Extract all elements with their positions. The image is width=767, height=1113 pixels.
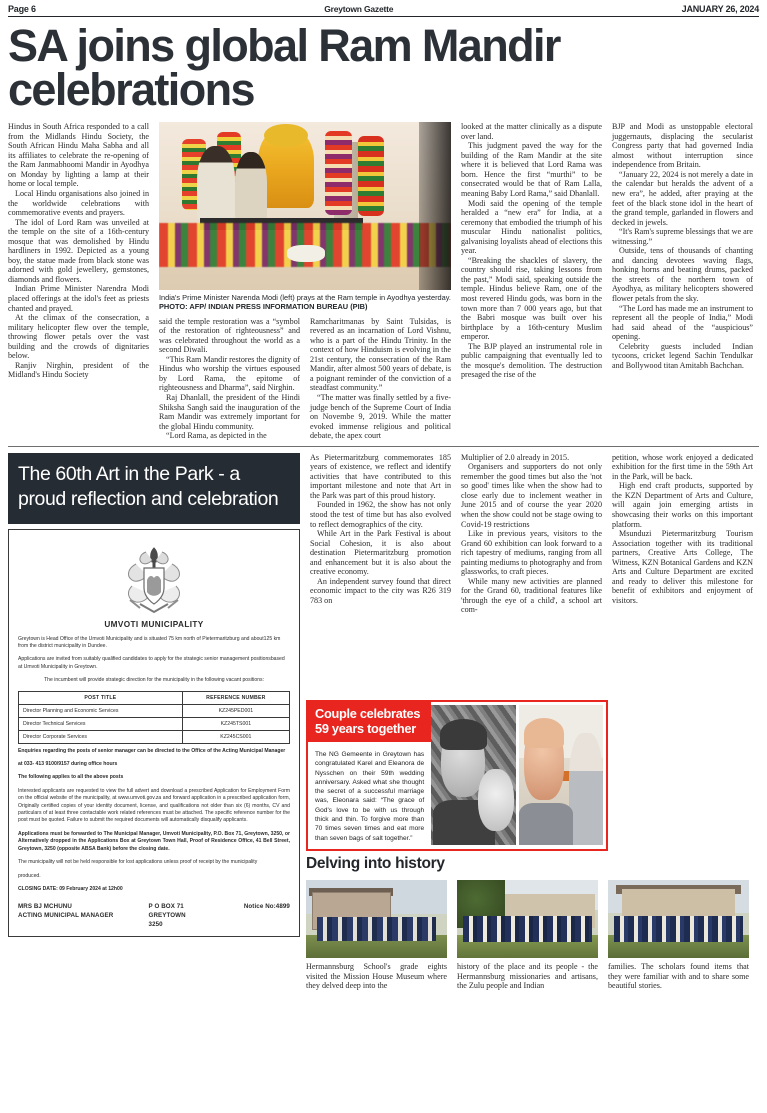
- couple-body-text: The NG Gemeente in Greytown has congratulated Karel and Eleanora de Nysschen on their 59th wedding anniversary. Asked what she thought the secret of a successful marriage was, Eleonara said: “The grace of God's love to be with us through thick and thin. To forgive more than 70 times seven times and eat more than seven bags of salt together.”: [315, 751, 425, 842]
- couple-kicker-headline: Couple celebrates 59 years together: [308, 702, 431, 742]
- signatory-name: MRS BJ MCHUNU: [18, 903, 72, 911]
- advert-invite: Applications are invited from suitably qualified candidates to apply for the strategic senior management positionsbased at Umvoti Municipality in Greytown.: [18, 656, 285, 670]
- couple-text-column: [308, 702, 431, 849]
- art-story-banner: The 60th Art in the Park - a proud reflection and celebration: [8, 453, 300, 524]
- table-header-row: [19, 691, 290, 704]
- publication-title: Greytown Gazette: [324, 4, 394, 14]
- table-row: [19, 704, 290, 717]
- history-photo-2: [457, 880, 598, 958]
- vacant-positions-table: [18, 691, 290, 744]
- lead-col1-text: Hindus in South Africa responded to a call from the Midlands Hindu Society, the South African Hindu Maha Sabha and all its affiliates to celebrate the re-opening of the Ram Janmabhoomi Mandir in Ayodhya on Monday by lighting a lamp at their home or local temple. Local Hindu organisations also joined in the worldwide celebrations with commemorative events and prayers. The idol of Lord Ram was unveiled at the temple on the site of a 16th-century mosque that was demolished by Hindu hardliners in 1992. Depicted as a young boy, the statue made from black stone was adorned with gold jewellery, gemstones, diamonds and flowers. Indian Prime Minister Narendra Modi placed offerings at the idol's feet as priests chanted and prayed. At the climax of the consecration, a military helicopter flew over the temple, throwing flower petals over the vast building and the crowds of dignitaries below. Ranjiv Nirghin, president of the Midland's Hindu Society: [8, 122, 149, 380]
- caption-credit: PHOTO: AFP/ INDIAN PRESS INFORMATION BUREAU (PIB): [159, 302, 368, 312]
- history-caption-1: Hermannsburg School's grade eights visited the Mission House Museum where they delved deep into the: [306, 962, 447, 991]
- history-photo-1: [306, 880, 447, 958]
- cell-reference: KZ245PED001: [182, 704, 289, 717]
- lead-column-3: [310, 317, 451, 441]
- advert-incumbent: The incumbent will provide strategic direction for the municipality in the following vacant positions:: [44, 677, 264, 684]
- lead-col2-text: said the temple restoration was a “symbol of the restoration of righteousness” and was celebrated throughout the world as a second Diwali. “This Ram Mandir restores the dignity of Hindus who worship the virtues espoused by Lord Rama, the epitome of righteousness and Dharma”, said Nirghin. Raj Dhanlall, the president of the Hindi Shiksha Sangh said the inauguration of the Ram Mandir was extremely important for the global Hindu community. “Lord Rama, as depicted in the: [159, 316, 300, 441]
- lead-column-1: [8, 122, 149, 441]
- history-section: [306, 845, 761, 991]
- art-column-3: [612, 453, 753, 615]
- issue-date: JANUARY 26, 2024: [681, 4, 759, 14]
- cell-reference: KZ245CS001: [182, 730, 289, 743]
- advert-instructions: Interested applicants are requested to view the full advert and download a prescribed Application for Employment Form on the official website of the municipality, at www.umvoti.gov.za and forward application in a prescribed application form, Originally certified copies of your identity document, license, and qualifications not older than six (6) months, CV and particulars of at least three contactable work related references must be attached. The specific reference number for the post must be quoted. Failure to submit the required documents will automatically disqualify applicants.: [18, 787, 290, 824]
- advert-forwarding: Applications must be forwarded to The Municipal Manager, Umvoti Municipality, P.O. Box 71, Greytown, 3250, or Alternatively dropped in the Applications Box at Greytown Town Hall, Proof of Residence Office, 41 Bell Street, Greytown, 3250 (opposite ABSA Bank) before the closing date.: [18, 830, 290, 852]
- couple-photo-recent: [519, 705, 603, 845]
- advert-enquiries: Enquiries regarding the posts of senior manager can be directed to the Office of the Acting Municipal Manager: [18, 747, 286, 754]
- cell-post-title: Director Planning and Economic Services: [19, 704, 183, 717]
- advert-notice-number: Notice No:4899: [243, 903, 290, 911]
- art-column-2: [461, 453, 602, 615]
- banner-and-advert: [8, 453, 300, 937]
- advert-disclaimer-cont: produced.: [18, 872, 41, 879]
- column-header-reference-number: REFERENCE NUMBER: [182, 691, 289, 704]
- art-col2-text: Multiplier of 2.0 already in 2015. Organisers and supporters do not only remember the good times but also the 'not so good' times like when the show had to close early due to inclement weather in June 2015 and of course the year 2020 when the show could not be stage owing to Covid-19 restrictions Like in previous years, visitors to the Grand 60 exhibition can look forward to a rich tapestry of mediums, ranging from all painting mediums to photography and from glassworks, to craft pieces. While many new activities are planned for the Grand 60, traditional features like 'through the eye of a child', a school art com-: [461, 452, 602, 615]
- lead-headline: SA joins global Ram Mandir celebrations: [8, 20, 560, 116]
- lead-column-2: [159, 317, 300, 441]
- page-number-label: Page 6: [8, 4, 36, 14]
- lead-col3-text: Ramcharitmanas by Saint Tulsidas, is revered as an incarnation of Lord Vishnu, who is a part of the Hindu Trinity. In the context of how Hinduism is evolving in the 21st century, the consecration of the Ram Mandir, after almost 500 years of debate, is a poignant reminder of the conviction of a steadfast community.” “The matter was finally settled by a five-judge bench of the Supreme Court of India on Novembe 9, 2019. While the matter evoked immense religious and political debate, the apex court: [310, 316, 451, 441]
- advert-phone: at 033- 413 9100/9157 during office hours: [18, 761, 118, 768]
- history-item-1: [306, 880, 447, 991]
- cell-reference: KZ245TS001: [182, 717, 289, 730]
- history-item-3: [608, 880, 749, 991]
- history-caption-2: history of the place and its people - the Hermannsburg missionaries and artisans, the Zulu people and Indian: [457, 962, 598, 991]
- column-header-post-title: POST TITLE: [19, 691, 183, 704]
- advert-footer: [18, 903, 290, 929]
- cell-post-title: Director Technical Services: [19, 717, 183, 730]
- caption-text: India's Prime Minister Narenda Modi (left) prays at the Ram temple in Ayodhya yesterday.: [159, 293, 451, 303]
- section-divider: [8, 446, 759, 447]
- advert-address-line1: P O BOX 71: [148, 903, 184, 911]
- lead-photo: [159, 122, 451, 290]
- advert-disclaimer: The municipality will not be held responsible for lost applications unless proof of receipt by the municipality: [18, 859, 258, 866]
- lead-story-columns: [8, 122, 759, 441]
- lead-column-5: [612, 122, 753, 441]
- lead-col4-text: looked at the matter clinically as a dispute over land. This judgment paved the way for the building of the Ram Mandir at the site where it is believed that Lord Rama was born. Hence the first “murthi” to be consecrated would be that of Ram Lalla, meaning Baby Lord Rama,” said Dhanlall. Modi said the opening of the temple heralded a “new era” for India, at a ceremony that embodied the triumph of his muscular Hindu nationalist politics, galvanising loyalists ahead of elections this year. “Breaking the shackles of slavery, the country should rise, taking lessons from the past,” Modi said, speaking outside the temple. Hindus believe Ram, one of the most revered Hindu gods, was born in the town more than 7 000 years ago, but that the Babri mosque was built over his birthplace by a 16th-century Muslim emperor. The BJP played an instrumental role in public campaigning that eventually led to the mosque's demolition. The destruction presaged the rise of the: [461, 122, 602, 380]
- advert-closing-date: CLOSING DATE: 09 February 2024 at 12h00: [18, 885, 123, 892]
- table-row: [19, 730, 290, 743]
- signatory-title: ACTING MUNICIPAL MANAGER: [18, 911, 114, 919]
- history-item-2: [457, 880, 598, 991]
- advert-address-line2: GREYTOWN: [148, 911, 186, 919]
- table-row: [19, 717, 290, 730]
- lead-col5-text: BJP and Modi as unstoppable electoral juggernauts, displacing the secularist Congress party that had governed India almost without interruption since independence from Britain. “January 22, 2024 is not merely a date in the calendar but heralds the advent of a new era”, he added, after praying at the feet of the black stone idol in the heart of the grand temple, garlanded in flowers and decked in jewels. “It's Ram's supreme blessings that we are witnessing.” Outside, tens of thousands of chanting and dancing devotees waving flags, honking horns and beating drums, packed the streets of the northern town of Ayodhya, as military helicopters showered flower petals from the sky. “The Lord has made me an instrument to represent all the people of India,” Modi had said ahead of the “auspicious” opening. Celebrity guests included Indian tycoons, cricket legend Sachin Tendulkar and Bollywood titan Amitabh Bachchan.: [612, 122, 753, 370]
- advert-applies-note: The following applies to all the above posts: [18, 774, 124, 781]
- umvoti-crest-icon: [18, 542, 290, 618]
- couple-photo-vintage: [431, 705, 515, 845]
- masthead: [8, 0, 759, 17]
- cell-post-title: Director Corporate Services: [19, 730, 183, 743]
- art-col3-text: petition, whose work enjoyed a dedicated exhibition for the first time in the 59th Art in the Park, will be back. High end craft products, supported by the KZN Department of Arts and Culture, will again join emerging artists in showcasing their works on this important platform. Msunduzi Pietermaritzburg Tourism Association together with its traditional partners, Creative Arts College, The Witness, KZN Botanical Gardens and KZN Arts and Culture Department are excited and ready to deliver this milestone for benefit of exhibitors and enjoyment of visitors.: [612, 452, 753, 605]
- history-section-title: Delving into history: [306, 855, 445, 872]
- couple-photos: [431, 702, 606, 849]
- advert-organisation-name: UMVOTI MUNICIPALITY: [104, 619, 204, 629]
- municipality-advert: [8, 529, 300, 938]
- history-photo-row: [306, 880, 761, 991]
- advert-intro: Greytown is Head Office of the Umvoti Municipality and is situated 75 km north of Pietermaritzburg and about125 km from the district municipality in Dundee.: [18, 635, 281, 650]
- art-col1-text: As Pietermaritzburg commemorates 185 years of existence, we reflect and identify activities that have contributed to this important milestone and note that Art in the Park was part of this proud history. Founded in 1962, the show has not only stood the test of time but has also evolved to reflect demographics of the city. While Art in the Park Festival is about Social Cohesion, it is also about destination Pietermaritzburg promotion and enhancement but it is also about the creative economy. An independent survey found that direct economic impact to the city was R26 319 783 on: [310, 452, 451, 605]
- history-photo-3: [608, 880, 749, 958]
- couple-celebrates-box: [306, 700, 608, 851]
- lead-photo-caption: [159, 290, 451, 311]
- lead-photo-block: [159, 122, 451, 441]
- lead-column-4: [461, 122, 602, 441]
- history-caption-3: families. The scholars found items that they were familiar with and to share some beautiful stories.: [608, 962, 749, 991]
- advert-address-line3: 3250: [148, 920, 163, 928]
